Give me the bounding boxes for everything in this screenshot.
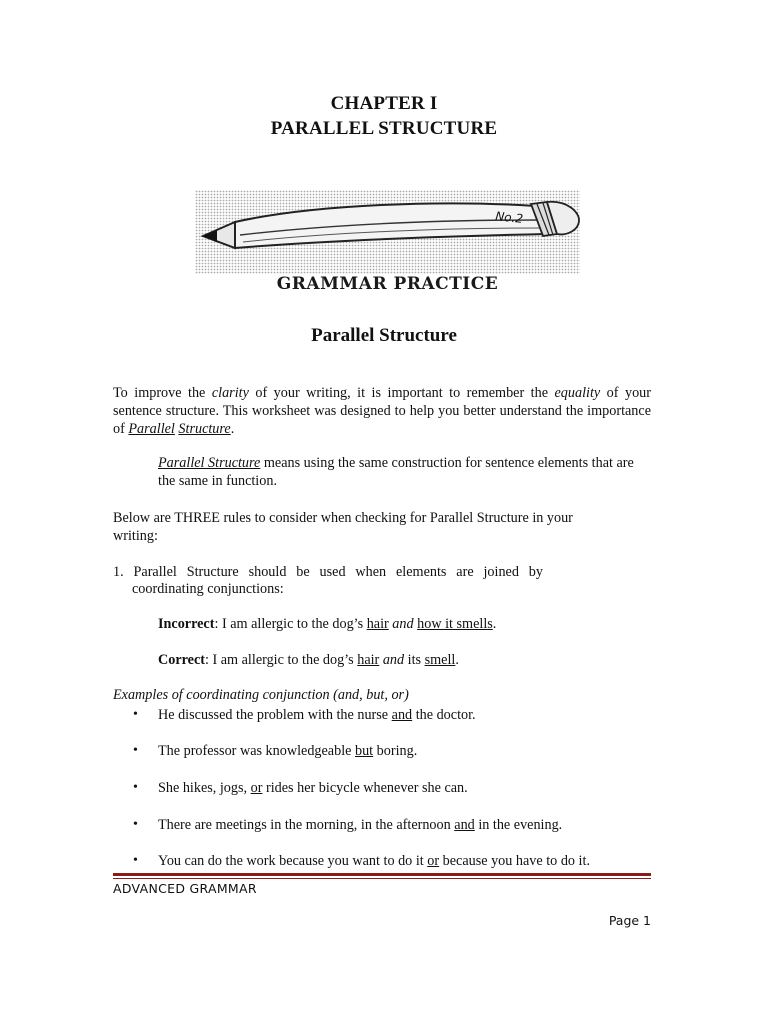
list-item: She hikes, jogs, or rides her bicycle whenever she can. [158,780,468,796]
list-item: You can do the work because you want to do it or because you have to do it. [158,853,590,869]
correct-example: Correct: I am allergic to the dog’s hair and its smell. [158,652,459,668]
page-number: Page 1 [608,913,651,928]
rules-intro: Below are THREE rules to consider when checking for Parallel Structure in your writing: [113,510,573,544]
rule-1-line-1: 1. Parallel Structure should be used when elements are joined by [113,564,543,580]
bullet-icon: • [133,853,138,868]
footer-rule-thin [113,878,651,879]
pencil-illustration [195,190,580,274]
bullet-icon: • [133,707,138,722]
banner-title: GRAMMAR PRACTICE [276,274,499,294]
rule-1-line-2: coordinating conjunctions: [132,581,284,597]
incorrect-example: Incorrect: I am allergic to the dog’s hair and how it smells. [158,616,497,632]
pencil-label: No.2 [494,209,524,226]
chapter-number: CHAPTER I [330,93,438,114]
footer-title: ADVANCED GRAMMAR [113,881,257,896]
grammar-practice-banner [195,190,580,298]
list-item: There are meetings in the morning, in the afternoon and in the evening. [158,817,563,833]
bullet-icon: • [133,743,138,758]
list-item: He discussed the problem with the nurse and the doctor. [158,707,476,723]
definition-paragraph: Parallel Structure means using the same construction for sentence elements that are the same in function. [158,455,634,489]
list-item: The professor was knowledgeable but boring. [158,743,418,759]
footer-rule [113,873,651,876]
examples-heading: Examples of coordinating conjunction (and, but, or) [113,687,409,703]
intro-paragraph: To improve the clarity of your writing, it is important to remember the equality of your sentence structure. This worksheet was designed to help you better understand the importance of Parallel Structure. [113,385,651,437]
section-subheading: Parallel Structure [311,325,457,346]
bullet-icon: • [133,780,138,795]
chapter-title: PARALLEL STRUCTURE [270,118,498,139]
bullet-icon: • [133,817,138,832]
